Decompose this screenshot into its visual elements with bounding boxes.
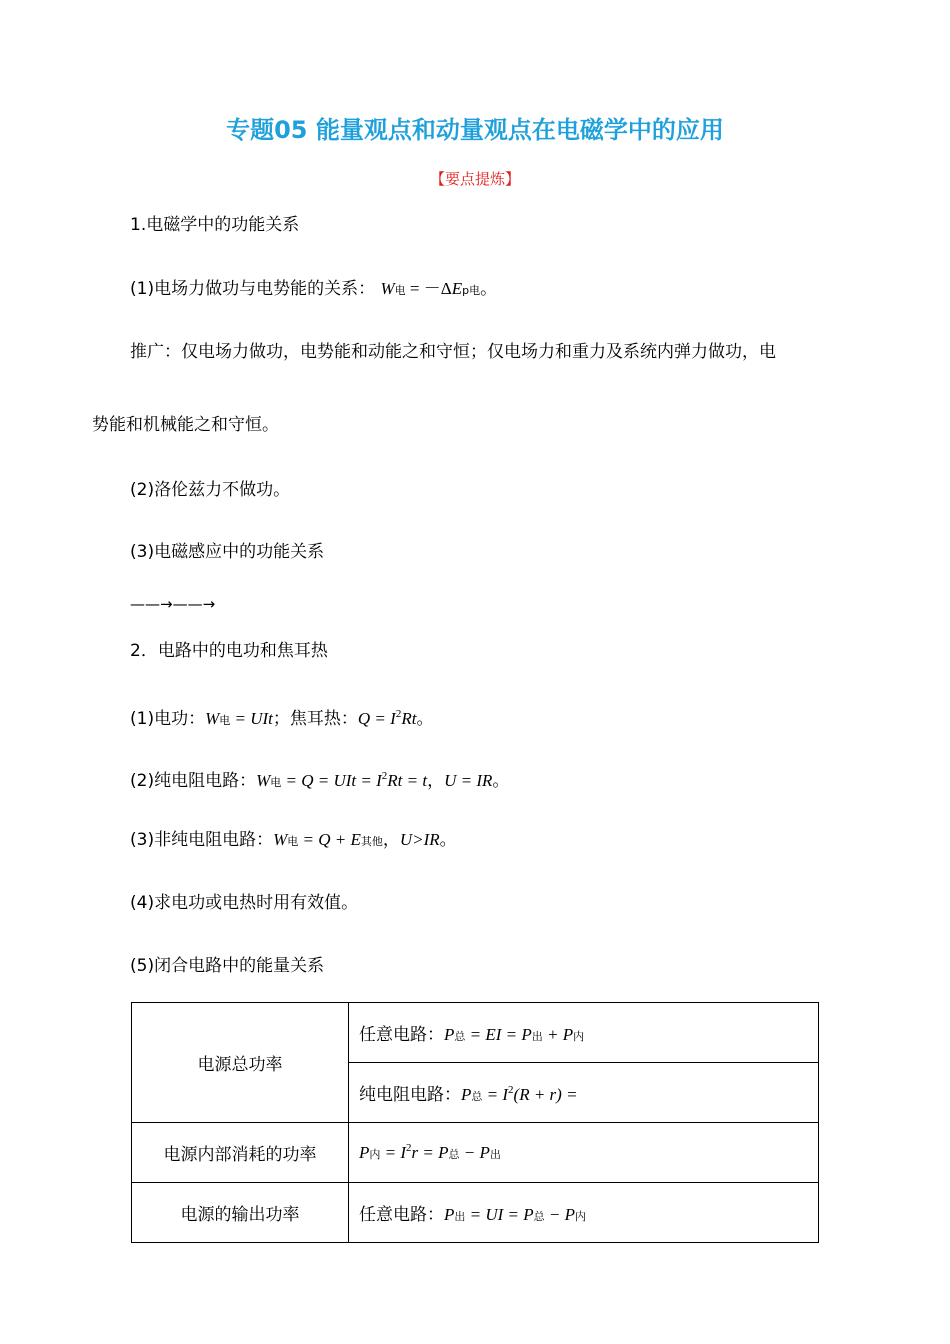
closed-circuit-heading: (5)闭合电路中的能量关系 (130, 956, 325, 976)
table-cell-internal-power: 电源内部消耗的功率 (132, 1123, 349, 1183)
table-cell (349, 1123, 819, 1183)
page-title: 专题05 能量观点和动量观点在电磁学中的应用 (226, 116, 724, 144)
subscript: 出 (454, 1210, 466, 1223)
table-row (132, 1003, 819, 1063)
pure-resistor-line (130, 764, 509, 795)
formula-text: Rt = t (387, 771, 428, 790)
formula-text: + P (542, 1025, 574, 1044)
formula-text: − P (459, 1143, 490, 1162)
subscript: 电 (287, 835, 299, 848)
text: (1)电功： (130, 709, 206, 729)
superscript: 2 (381, 770, 388, 782)
text: (1)电场力做功与电势能的关系： (130, 279, 376, 299)
energy-table (131, 1002, 819, 1243)
formula-symbol: W (380, 279, 395, 298)
superscript: 2 (508, 1084, 514, 1096)
text: 。 (480, 279, 498, 299)
subscript: 电 (270, 776, 282, 789)
subscript: 总 (471, 1090, 483, 1103)
text: 任意电路： (359, 1025, 444, 1045)
formula-text: r = P (411, 1143, 449, 1162)
text: 。 (416, 709, 434, 729)
effective-value-line: (4)求电功或电热时用有效值。 (130, 893, 359, 913)
table-cell-total-power: 电源总功率 (132, 1003, 349, 1123)
superscript: 2 (406, 1142, 412, 1154)
electric-work-line (130, 702, 433, 733)
formula-symbol: P (444, 1025, 455, 1044)
formula-text: = Q = UIt = I (281, 771, 382, 790)
non-pure-resistor-line (130, 828, 457, 854)
superscript: 2 (395, 708, 402, 720)
subscript: 其他 (360, 835, 383, 848)
section-heading: 【要点提炼】 (429, 170, 520, 188)
formula-text: Rt (401, 709, 417, 728)
text: ， (382, 830, 400, 850)
text: ， (427, 771, 445, 791)
induction-heading: (3)电磁感应中的功能关系 (130, 542, 325, 562)
formula-text: (R + r) = (513, 1085, 578, 1104)
formula-text: = EI = P (465, 1025, 532, 1044)
table-cell (349, 1183, 819, 1243)
text: 。 (492, 771, 510, 791)
subscript: 内 (573, 1030, 585, 1043)
generalization-continued-line: 势能和机械能之和守恒。 (92, 415, 279, 435)
formula-symbol: P (444, 1205, 455, 1224)
heading-circuit-work: 2．电路中的电功和焦耳热 (130, 641, 328, 661)
text: (2)纯电阻电路： (130, 771, 257, 791)
subscript: 电 (394, 284, 406, 297)
text: 纯电阻电路： (359, 1085, 461, 1105)
formula-symbol: E (451, 279, 463, 298)
formula-symbol: W (205, 709, 220, 728)
table-cell-output-power: 电源的输出功率 (132, 1183, 349, 1243)
text: 任意电路： (359, 1205, 444, 1225)
formula-symbol: W (256, 771, 271, 790)
electric-field-work-line (130, 277, 497, 303)
formula-symbol: W (273, 830, 288, 849)
text: ；焦耳热： (272, 709, 358, 729)
subscript: 电 (219, 714, 231, 727)
text: (3)非纯电阻电路： (130, 830, 274, 850)
formula-symbol: P (359, 1143, 370, 1162)
table-row (132, 1183, 819, 1243)
subscript: 总 (454, 1030, 466, 1043)
table-cell (349, 1063, 819, 1123)
table-row (132, 1123, 819, 1183)
subscript: 总 (533, 1210, 545, 1223)
lorentz-force-line: (2)洛伦兹力不做功。 (130, 480, 291, 500)
formula-text: = I (380, 1143, 407, 1162)
formula-text: = I (482, 1085, 509, 1104)
formula-text: = －Δ (405, 279, 452, 298)
subscript: 出 (531, 1030, 543, 1043)
heading-energy-relations: 1.电磁学中的功能关系 (130, 215, 300, 235)
formula-text: = Q + E (298, 830, 361, 849)
arrow-line: ——→——→ (130, 595, 216, 613)
table-cell (349, 1003, 819, 1063)
subscript: 出 (489, 1148, 501, 1161)
formula-text: Q = I (357, 709, 396, 728)
subscript: p电 (462, 284, 481, 297)
formula-text: = UIt (230, 709, 273, 728)
formula-text: U>IR (399, 830, 440, 849)
formula-text: = UI = P (465, 1205, 534, 1224)
subscript: 内 (369, 1148, 381, 1161)
formula-text: U = IR (444, 771, 493, 790)
generalization-line: 推广：仅电场力做功，电势能和动能之和守恒；仅电场力和重力及系统内弹力做功，电 (130, 342, 776, 362)
subscript: 总 (448, 1148, 460, 1161)
formula-text: − P (544, 1205, 576, 1224)
subscript: 内 (575, 1210, 587, 1223)
text: 。 (439, 830, 457, 850)
formula-symbol: P (461, 1085, 472, 1104)
